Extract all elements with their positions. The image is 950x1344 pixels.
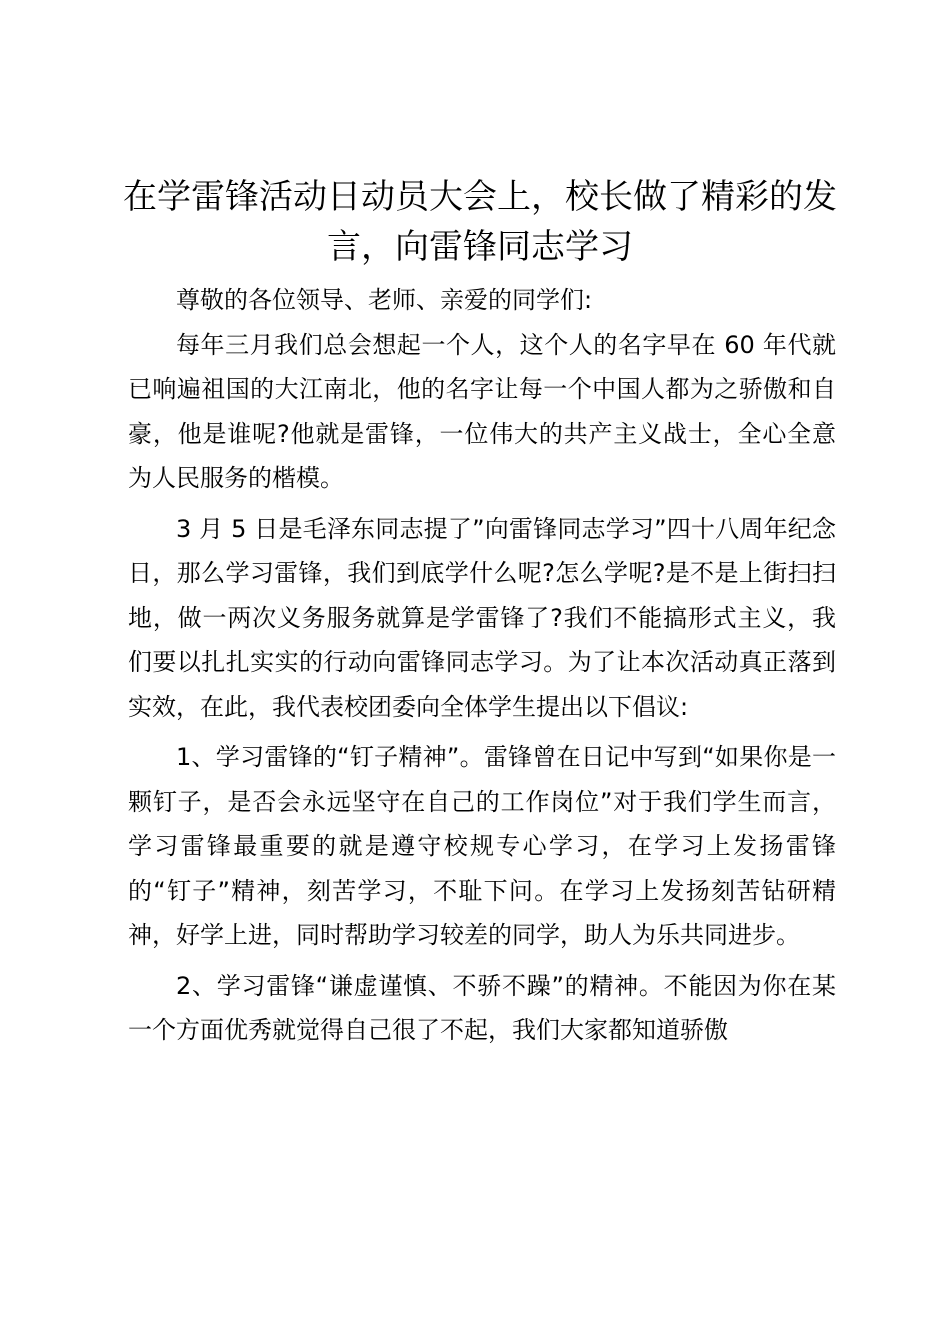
body-paragraph: 每年三月我们总会想起一个人，这个人的名字早在 60 年代就已响遍祖国的大江南北，他的名字让每一个中国人都为之骄傲和自豪，他是谁呢?他就是雷锋，一位伟大的共产主义战士，全心全意为人民服务的楷模。	[128, 330, 836, 492]
document-title: 在学雷锋活动日动员大会上，校长做了精彩的发言，向雷锋同志学习	[123, 177, 837, 267]
body-paragraph: 3 月 5 日是毛泽东同志提了”向雷锋同志学习”四十八周年纪念日，那么学习雷锋，我们到底学什么呢?怎么学呢?是不是上街扫扫地，做一两次义务服务就算是学雷锋了?我们不能搞形式主义，我们要以扎扎实实的行动向雷锋同志学习。为了让本次活动真正落到实效，在此，我代表校团委向全体学生提出以下倡议:	[128, 514, 836, 721]
document-body	[128, 278, 836, 1053]
body-paragraph: 1、学习雷锋的“钉子精神”。雷锋曾在日记中写到“如果你是一颗钉子，是否会永远坚守在自己的工作岗位”对于我们学生而言，学习雷锋最重要的就是遵守校规专心学习，在学习上发扬雷锋的“钉子”精神，刻苦学习，不耻下问。在学习上发扬刻苦钻研精神，好学上进，同时帮助学习较差的同学，助人为乐共同进步。	[128, 743, 836, 949]
body-paragraph: 2、学习雷锋“谦虚谨慎、不骄不躁”的精神。不能因为你在某一个方面优秀就觉得自己很了不起，我们大家都知道骄傲	[128, 971, 836, 1044]
salutation-paragraph: 尊敬的各位领导、老师、亲爱的同学们:	[176, 286, 593, 314]
